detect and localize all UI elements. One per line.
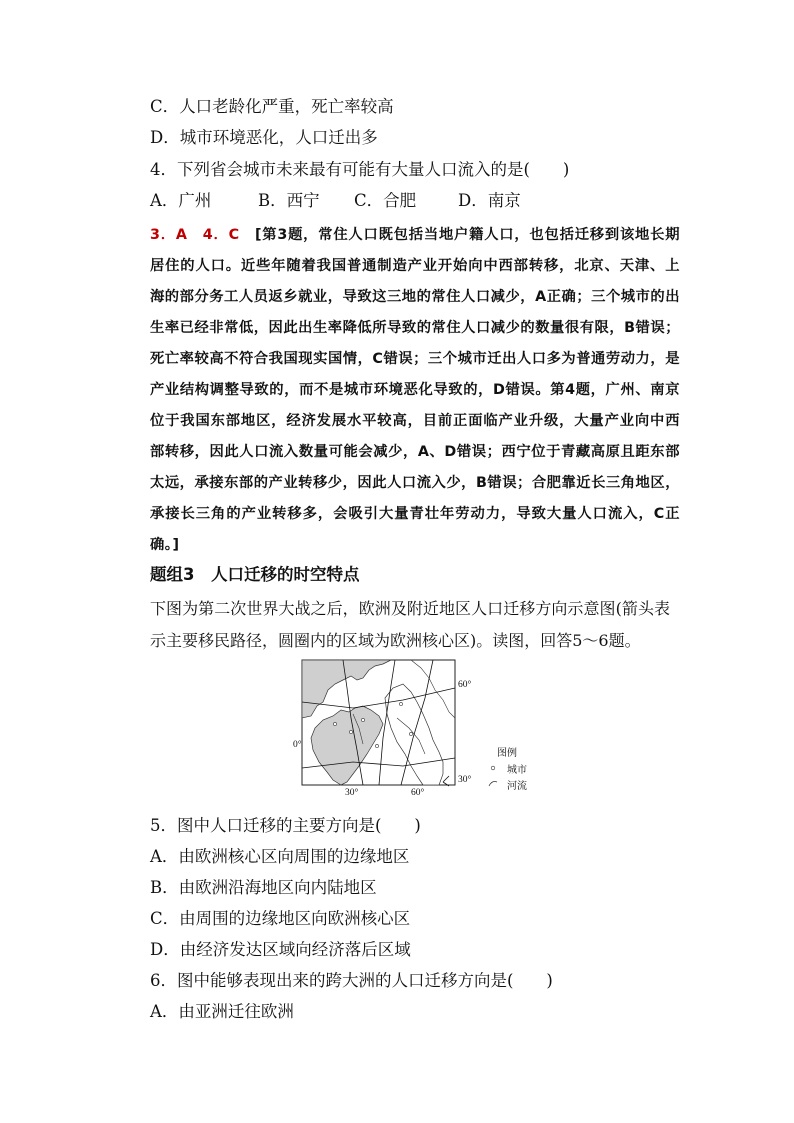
city-marker: [349, 730, 352, 733]
q4-option-a: A．广州: [150, 191, 212, 210]
q4-option-b: B．西宁: [258, 191, 320, 210]
q3-option-d: D．城市环境恶化，人口迁出多: [150, 128, 378, 147]
city-marker: [375, 744, 378, 747]
q5-option-d: D．由经济发达区域向经济落后区域: [150, 940, 411, 959]
city-marker: [409, 732, 412, 735]
legend-river-symbol: [489, 782, 497, 787]
q4-options: [150, 190, 521, 212]
legend-city-label: 城市: [507, 765, 527, 776]
q3-option-c: C．人口老龄化严重，死亡率较高: [150, 97, 394, 116]
lat-30-label: 30°: [458, 775, 472, 785]
group3-intro: 下图为第二次世界大战之后，欧洲及附近地区人口迁移方向示意图(箭头表示主要移民路径，圆圈内的区域为欧洲核心区)。读图，回答5～6题。: [150, 599, 670, 650]
q4-stem: 4．下列省会城市未来最有可能有大量人口流入的是( ): [150, 160, 570, 179]
q6-stem: 6．图中能够表现出来的跨大洲的人口迁移方向是( ): [150, 971, 553, 990]
group3-heading: 题组3 人口迁移的时空特点: [150, 565, 360, 584]
lon-60-label: 60°: [411, 788, 425, 798]
q4-option-d: D．南京: [458, 191, 521, 210]
city-marker: [399, 702, 402, 705]
answer-explanation: [第3题，常住人口既包括当地户籍人口，也包括迁移到该地长期居住的人口。近些年随着我国普通制造产业开始向中西部转移，北京、天津、上海的部分务工人员返乡就业，导致这三地的常住人口减少，A正确；三个城市的出生率已经非常低，因此出生率降低所导致的常住人口减少的数量很有限，B错误；死亡率较高不符合我国现实国情，C错误；三个城市迁出人口多为普通劳动力，是产业结构调整导致的，而不是城市环境恶化导致的，D错误。第4题，广州、南京位于我国东部地区，经济发展水平较高，目前正面临产业升级，大量产业向中西部转移，因此人口流入数量可能会减少，A、D错误；西宁位于青藏高原且距东部太远，承接东部的产业转移少，因此人口流入少，B错误；合肥靠近长三角地区，承接长三角的产业转移多，会吸引大量青壮年劳动力，导致大量人口流入，C正确。]: [150, 227, 681, 553]
city-marker: [333, 722, 336, 725]
answer-explanation-block: [150, 220, 680, 561]
q5-option-a: A．由欧洲核心区向周围的边缘地区: [150, 847, 410, 866]
q5-option-b: B．由欧洲沿海地区向内陆地区: [150, 878, 377, 897]
q4-option-c: C．合肥: [354, 191, 417, 210]
legend-river-label: 河流: [507, 781, 527, 792]
answer-key: 3．A 4．C: [150, 227, 240, 243]
city-marker: [361, 718, 364, 721]
lon-30-label: 30°: [345, 788, 359, 798]
lat-60-label: 60°: [458, 680, 472, 690]
q5-option-c: C．由周围的边缘地区向欧洲核心区: [150, 909, 411, 928]
migration-map-figure: [293, 658, 543, 800]
legend-city-symbol: [491, 766, 495, 770]
legend-title: 图例: [497, 748, 517, 759]
lat-0-label: 0°: [293, 740, 302, 750]
q5-stem: 5．图中人口迁移的主要方向是( ): [150, 816, 421, 835]
q6-option-a: A．由亚洲迁往欧洲: [150, 1002, 294, 1021]
migration-map: [293, 658, 543, 800]
